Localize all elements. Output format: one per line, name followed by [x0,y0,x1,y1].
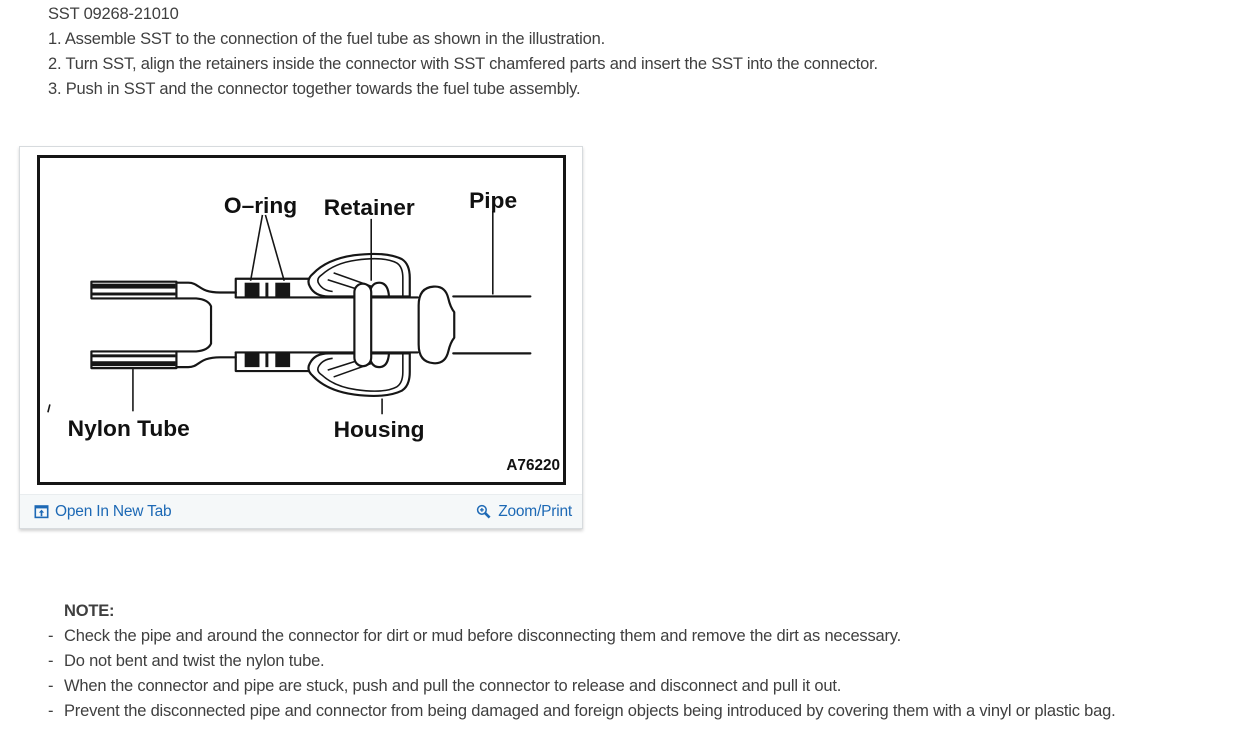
instruction-block [48,2,1259,102]
pipe-flare [419,287,455,364]
note-item [48,674,1259,699]
zoom-in-icon [476,504,492,520]
note-bullet: - [48,677,54,695]
open-in-new-tab-link[interactable] [34,503,171,521]
note-block [48,599,1259,724]
figure-label-nylon-tube: Nylon Tube [67,414,190,441]
figure-label-o-ring: O–ring [223,192,298,218]
open-in-new-tab-label: Open In New Tab [55,502,172,520]
step-3: 3. Push in SST and the connector together towards the fuel tube assembly. [48,80,581,98]
note-bullet: - [48,652,54,670]
note-item [48,624,1259,649]
diagram-frame [37,155,566,485]
figure-footer [20,494,582,528]
note-item-text: When the connector and pipe are stuck, push and pull the connector to release and disconnect and pull it out. [64,677,842,695]
note-item-text: Do not bent and twist the nylon tube. [64,652,325,670]
note-item [48,649,1259,674]
figure-card [19,146,583,529]
figure-label-housing: Housing [333,415,425,442]
figure-label-pipe: Pipe [469,187,518,214]
zoom-print-label: Zoom/Print [498,502,572,520]
figure-code: A76220 [506,457,561,475]
figure-illustration [20,147,582,494]
open-in-new-tab-icon [34,504,49,519]
retainer-shape [354,284,371,366]
figure-label-retainer: Retainer [323,194,415,220]
zoom-print-link[interactable] [476,503,572,521]
sst-number-line: SST 09268-21010 [48,5,179,23]
note-item-text: Check the pipe and around the connector for dirt or mud before disconnecting them and remove the dirt as necessary. [64,627,902,645]
note-title: NOTE: [64,602,115,620]
fuel-tube-connector-diagram [40,158,563,482]
step-1: 1. Assemble SST to the connection of the fuel tube as shown in the illustration. [48,30,605,48]
note-bullet: - [48,627,54,645]
note-item-text: Prevent the disconnected pipe and connector from being damaged and foreign objects being introduced by covering them with a vinyl or plastic bag. [64,702,1116,720]
note-bullet: - [48,702,54,720]
note-item [48,699,1259,724]
step-2: 2. Turn SST, align the retainers inside the connector with SST chamfered parts and insert the SST into the connector. [48,55,878,73]
